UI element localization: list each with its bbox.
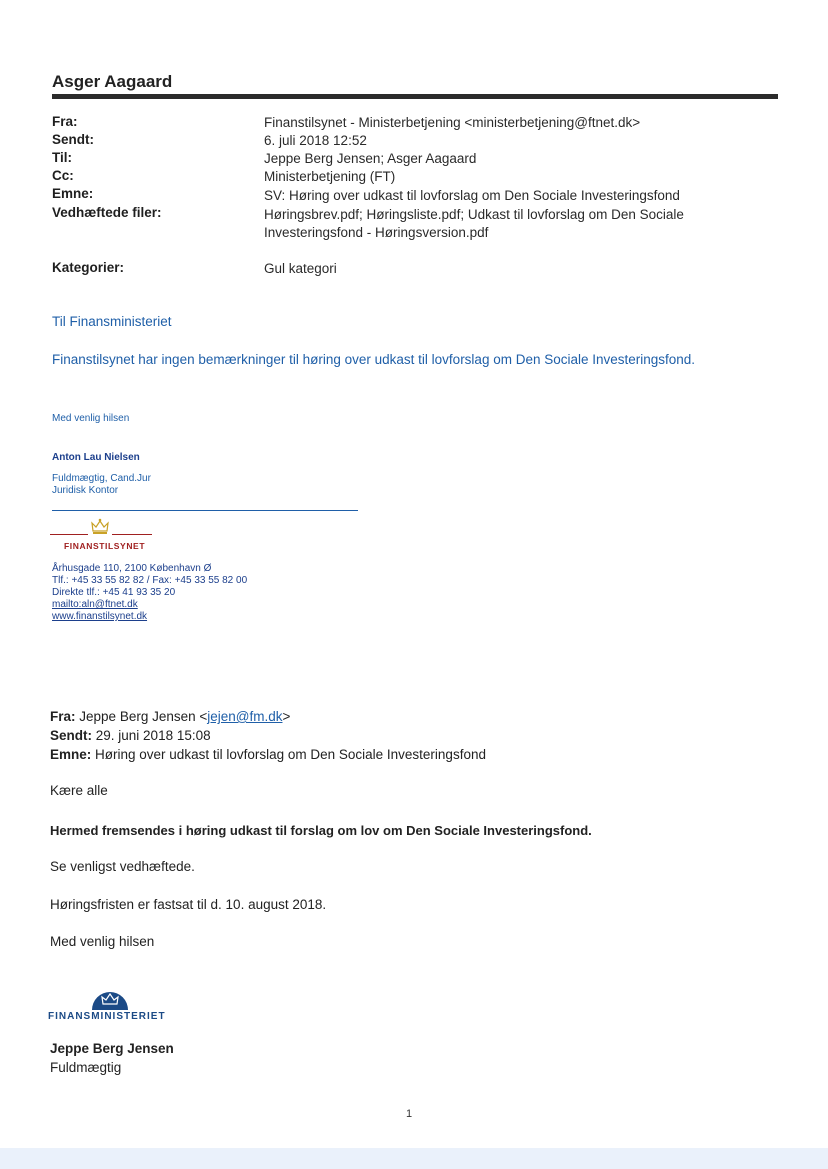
original-salutation: Kære alle bbox=[50, 783, 108, 798]
attachments-line-1: Høringsbrev.pdf; Høringsliste.pdf; Udkast til lovforslag om Den Sociale bbox=[264, 207, 684, 222]
original-sent-line bbox=[50, 726, 211, 745]
contact-block bbox=[52, 563, 247, 623]
original-sent-label: Sendt: bbox=[50, 728, 92, 743]
subject-value: SV: Høring over udkast til lovforslag om Den Sociale Investeringsfond bbox=[264, 188, 680, 203]
reply-signer-title: Fuldmægtig, Cand.Jur bbox=[52, 473, 151, 484]
to-value: Jeppe Berg Jensen; Asger Aagaard bbox=[264, 151, 477, 166]
categories-label: Kategorier: bbox=[52, 260, 125, 275]
crown-icon bbox=[90, 518, 110, 536]
website-link[interactable]: www.finanstilsynet.dk bbox=[52, 611, 148, 622]
original-closing: Med venlig hilsen bbox=[50, 934, 155, 949]
original-deadline: Høringsfristen er fastsat til d. 10. august 2018. bbox=[50, 897, 327, 912]
categories-value: Gul kategori bbox=[264, 261, 337, 276]
fm-crown-emblem-icon bbox=[90, 984, 130, 1010]
address: Århusgade 110, 2100 København Ø bbox=[52, 563, 212, 574]
attachments-line-2: Investeringsfond - Høringsversion.pdf bbox=[264, 225, 489, 240]
original-from-email-link[interactable]: jejen@fm.dk bbox=[207, 709, 283, 724]
from-value: Finanstilsynet - Ministerbetjening <ministerbetjening@ftnet.dk> bbox=[264, 115, 641, 130]
sent-label: Sendt: bbox=[52, 132, 94, 147]
to-label: Til: bbox=[52, 150, 72, 165]
reply-greeting: Til Finansministeriet bbox=[52, 314, 172, 329]
original-see-attached: Se venligst vedhæftede. bbox=[50, 859, 195, 874]
reply-closing: Med venlig hilsen bbox=[52, 413, 130, 424]
reply-signer-dept: Juridisk Kontor bbox=[52, 485, 119, 496]
original-signer-name: Jeppe Berg Jensen bbox=[50, 1041, 174, 1056]
reply-body: Finanstilsynet har ingen bemærkninger til høring over udkast til lovforslag om Den Sociale Investeringsfond. bbox=[52, 352, 696, 367]
finansministeriet-logo bbox=[48, 984, 188, 1024]
attachments-label: Vedhæftede filer: bbox=[52, 205, 162, 220]
direct-phone: Direkte tlf.: +45 41 93 35 20 bbox=[52, 587, 176, 598]
original-from-name: Jeppe Berg Jensen < bbox=[79, 709, 208, 724]
sent-value: 6. juli 2018 12:52 bbox=[264, 133, 367, 148]
original-from-close: > bbox=[282, 709, 291, 724]
finanstilsynet-brand: FINANSTILSYNET bbox=[64, 541, 146, 551]
subject-label: Emne: bbox=[52, 186, 94, 201]
original-sent-value: 29. juni 2018 15:08 bbox=[95, 728, 211, 743]
from-label: Fra: bbox=[52, 114, 78, 129]
phone-fax: Tlf.: +45 33 55 82 82 / Fax: +45 33 55 82 00 bbox=[52, 575, 248, 586]
mailto-link[interactable]: mailto:aln@ftnet.dk bbox=[52, 599, 138, 610]
original-from-label: Fra: bbox=[50, 709, 76, 724]
reply-signer-name: Anton Lau Nielsen bbox=[52, 452, 140, 463]
original-from-line bbox=[50, 707, 290, 726]
finansministeriet-brand: FINANSMINISTERIET bbox=[48, 1011, 166, 1022]
document-owner-name: Asger Aagaard bbox=[52, 72, 173, 91]
header-rule bbox=[52, 94, 778, 99]
original-subject-value: Høring over udkast til lovforslag om Den Sociale Investeringsfond bbox=[95, 747, 486, 762]
scan-bottom-band bbox=[0, 1148, 828, 1169]
original-subject-label: Emne: bbox=[50, 747, 92, 762]
original-signer-title: Fuldmægtig bbox=[50, 1060, 122, 1075]
page-number: 1 bbox=[406, 1108, 413, 1120]
original-bold-line: Hermed fremsendes i høring udkast til forslag om lov om Den Sociale Investeringsfond. bbox=[50, 823, 592, 838]
signature-divider bbox=[52, 510, 358, 511]
cc-value: Ministerbetjening (FT) bbox=[264, 169, 396, 184]
original-subject-line bbox=[50, 745, 486, 764]
cc-label: Cc: bbox=[52, 168, 74, 183]
